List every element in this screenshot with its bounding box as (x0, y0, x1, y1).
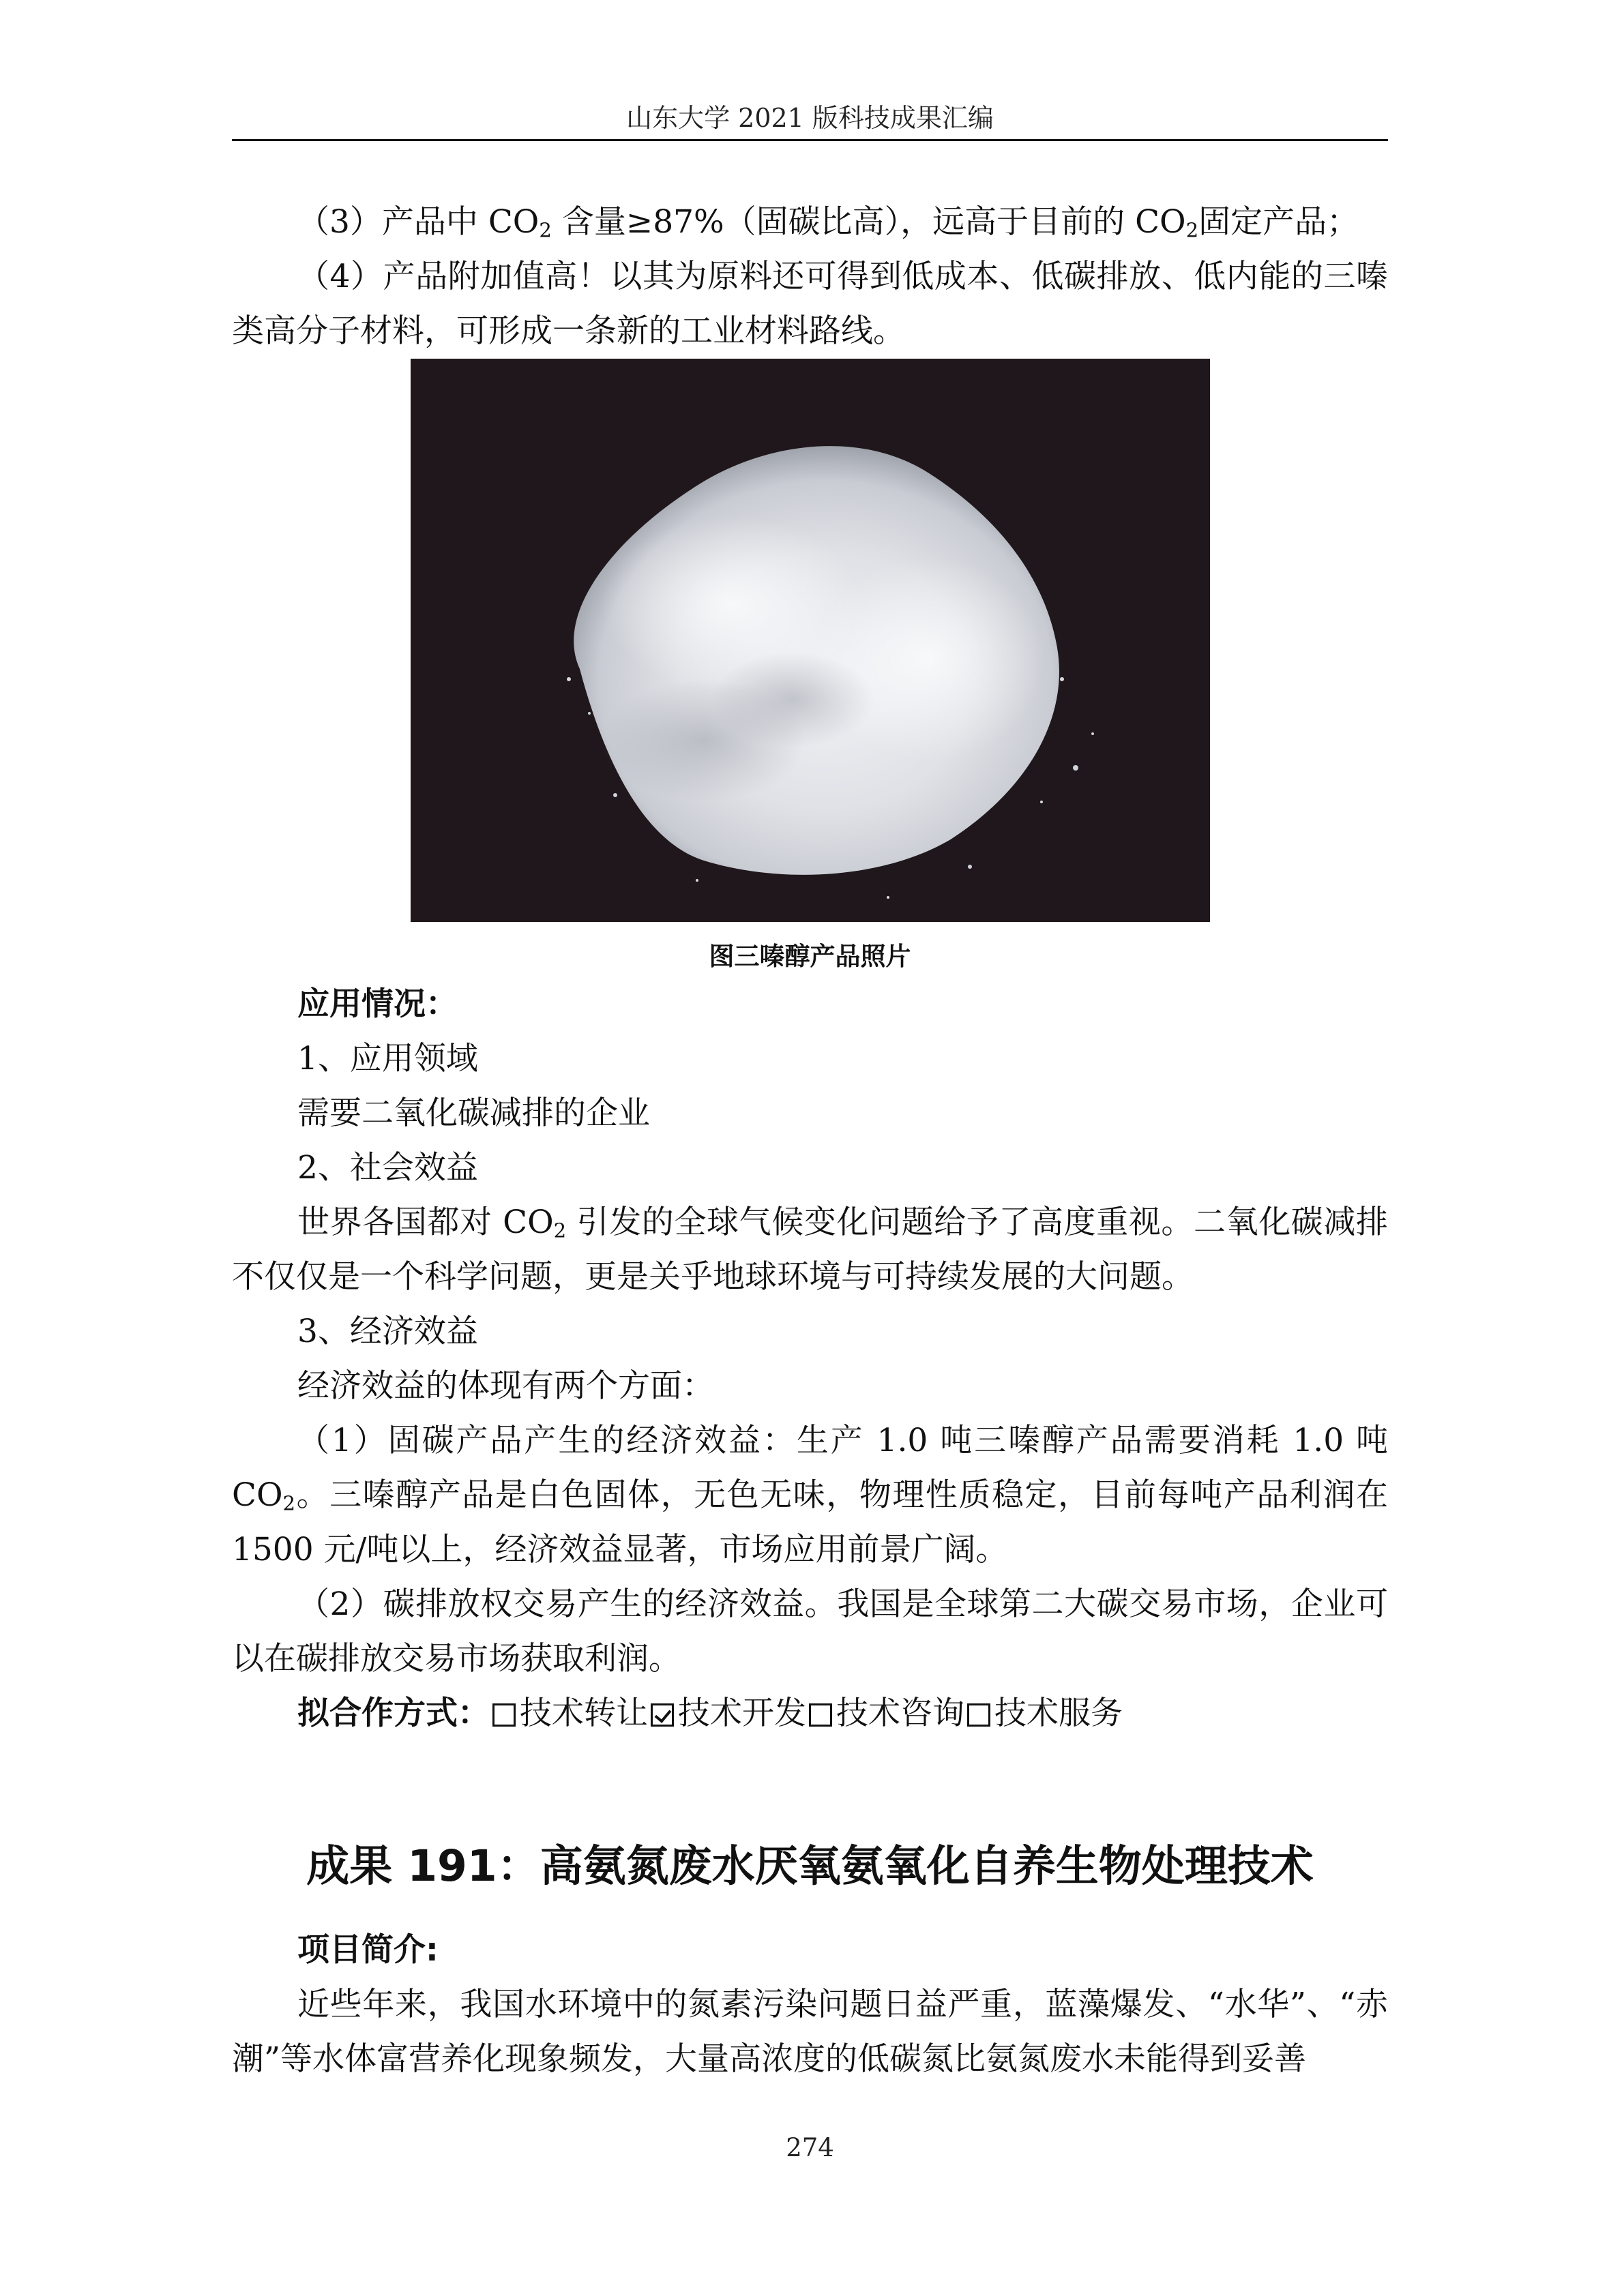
application-field-text: 需要二氧化碳减排的企业 (297, 1094, 650, 1132)
application-heading: 应用情况： (297, 985, 458, 1023)
intro-block (232, 195, 1388, 359)
economic-benefit-intro: 经济效益的体现有两个方面： (297, 1367, 714, 1405)
intro-item-3-text-b: 含量≥87%（固碳比高），远高于目前的 CO (551, 203, 1186, 241)
economic-benefit-title: 3、经济效益 (297, 1313, 478, 1350)
application-field-title: 1、应用领域 (297, 1040, 478, 1077)
project-intro-text: 近些年来，我国水环境中的氮素污染问题日益严重，蓝藻爆发、“水华”、“赤潮”等水体富营养化现象频发，大量高浓度的低碳氮比氨氮废水未能得到妥善 (232, 1986, 1388, 2078)
project-intro-block (232, 1923, 1388, 2087)
social-text-b: 引发的全球气候变化问题给予了高度重视。二氧化碳减排不仅仅是一个科学问题，更是关乎地球环境与可持续发展的大问题。 (232, 1204, 1388, 1296)
economic-benefit-item-1 (232, 1414, 1388, 1577)
option-tech-transfer: 技术转让 (520, 1695, 648, 1732)
intro-item-3 (232, 195, 1388, 250)
figure-caption: 图三嗪醇产品照片 (709, 942, 911, 971)
option-tech-consulting: 技术咨询 (836, 1695, 964, 1732)
social-benefit-title: 2、社会效益 (297, 1149, 478, 1187)
checkbox-tech-consulting[interactable] (809, 1703, 832, 1727)
project-intro-heading: 项目简介: (297, 1931, 439, 1969)
cooperation-line (232, 1686, 1388, 1741)
subscript: 2 (1185, 218, 1199, 242)
subscript: 2 (553, 1219, 567, 1242)
intro-item-4: （4）产品附加值高！以其为原料还可得到低成本、低碳排放、低内能的三嗪类高分子材料，可形成一条新的工业材料路线。 (232, 258, 1388, 350)
econ1-text-a: （1）固碳产品产生的经济效益：生产 1.0 吨三嗪醇产品需要消耗 1.0 吨 CO (232, 1422, 1388, 1514)
social-benefit-text (232, 1195, 1388, 1304)
running-header: 山东大学 2021 版科技成果汇编 (626, 103, 994, 133)
option-tech-service: 技术服务 (994, 1695, 1123, 1732)
triazinol-product-photo (411, 359, 1210, 922)
page-number: 274 (786, 2133, 834, 2162)
option-tech-development: 技术开发 (678, 1695, 806, 1732)
cooperation-label: 拟合作方式： (297, 1695, 490, 1732)
economic-benefit-item-2: （2）碳排放权交易产生的经济效益。我国是全球第二大碳交易市场，企业可以在碳排放交易市场获取利润。 (232, 1585, 1388, 1678)
section-title: 成果 191：高氨氮废水厌氧氨氧化自养生物处理技术 (306, 1841, 1314, 1891)
checkbox-tech-service[interactable] (967, 1703, 990, 1727)
econ1-text-b: 。三嗪醇产品是白色固体，无色无味，物理性质稳定，目前每吨产品利润在 1500 元/吨以上，经济效益显著，市场应用前景广阔。 (232, 1476, 1388, 1568)
intro-item-3-text-c: 固定产品； (1198, 203, 1359, 241)
intro-item-3-text-a: （3）产品中 CO (297, 203, 540, 241)
checkbox-tech-development[interactable] (651, 1703, 674, 1727)
subscript: 2 (282, 1491, 296, 1515)
powder-pile-image (411, 359, 1210, 922)
social-text-a: 世界各国都对 CO (297, 1204, 554, 1241)
header-rule (232, 139, 1388, 141)
application-block (232, 977, 1388, 1741)
subscript: 2 (539, 218, 552, 242)
checkbox-tech-transfer[interactable] (492, 1703, 516, 1727)
